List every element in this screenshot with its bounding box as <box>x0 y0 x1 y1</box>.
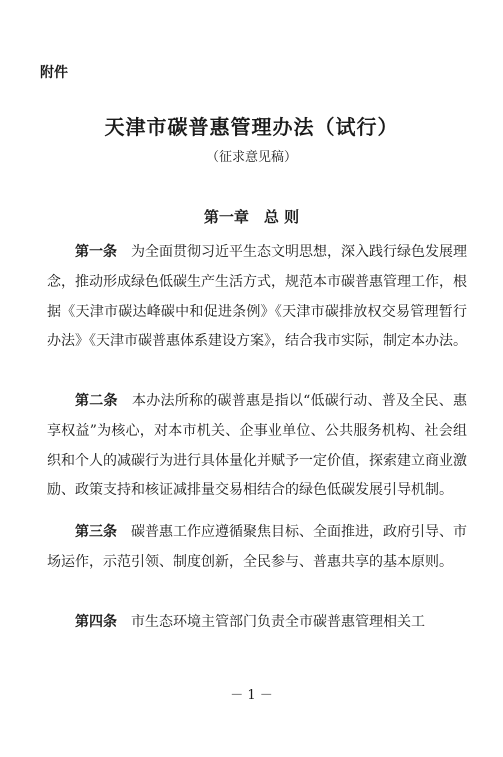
article-3-text: 碳普惠工作应遵循聚焦目标、全面推进，政府引导、市场运作，示范引领、制度创新，全民参与、普惠共享的基本原则。 <box>47 524 467 570</box>
article-1-text: 为全面贯彻习近平生态文明思想，深入践行绿色发展理念，推动形成绿色低碳生产生活方式，规范本市碳普惠管理工作，根据《天津市碳达峰碳中和促进条例》《天津市碳排放权交易管理暂行办法》《天津市碳普惠体系建设方案》，结合我市实际，制定本办法。 <box>47 244 467 350</box>
article-4 <box>47 608 467 638</box>
page-number: － 1 － <box>230 688 273 703</box>
article-2 <box>47 387 467 506</box>
article-1-lead: 第一条 <box>75 244 117 260</box>
article-2-text: 本办法所称的碳普惠是指以“低碳行动、普及全民、惠享权益”为核心，对本市机关、企事业单位、公共服务机构、社会组织和个人的减碳行为进行具体量化并赋予一定价值，探索建立商业激励、政策支持和核证减排量交易相结合的绿色低碳发展引导机制。 <box>47 393 468 499</box>
article-2-lead: 第二条 <box>75 393 118 409</box>
chapter-heading: 第一章 总 则 <box>203 208 300 226</box>
article-4-lead: 第四条 <box>75 614 117 630</box>
article-3 <box>47 518 467 578</box>
document-title: 天津市碳普惠管理办法（试行） <box>104 115 399 139</box>
article-3-lead: 第三条 <box>75 524 117 540</box>
document-subtitle: （征求意见稿） <box>205 150 297 165</box>
article-1 <box>47 238 467 357</box>
article-4-text: 市生态环境主管部门负责全市碳普惠管理相关工 <box>131 614 425 630</box>
attachment-label: 附件 <box>40 65 68 81</box>
